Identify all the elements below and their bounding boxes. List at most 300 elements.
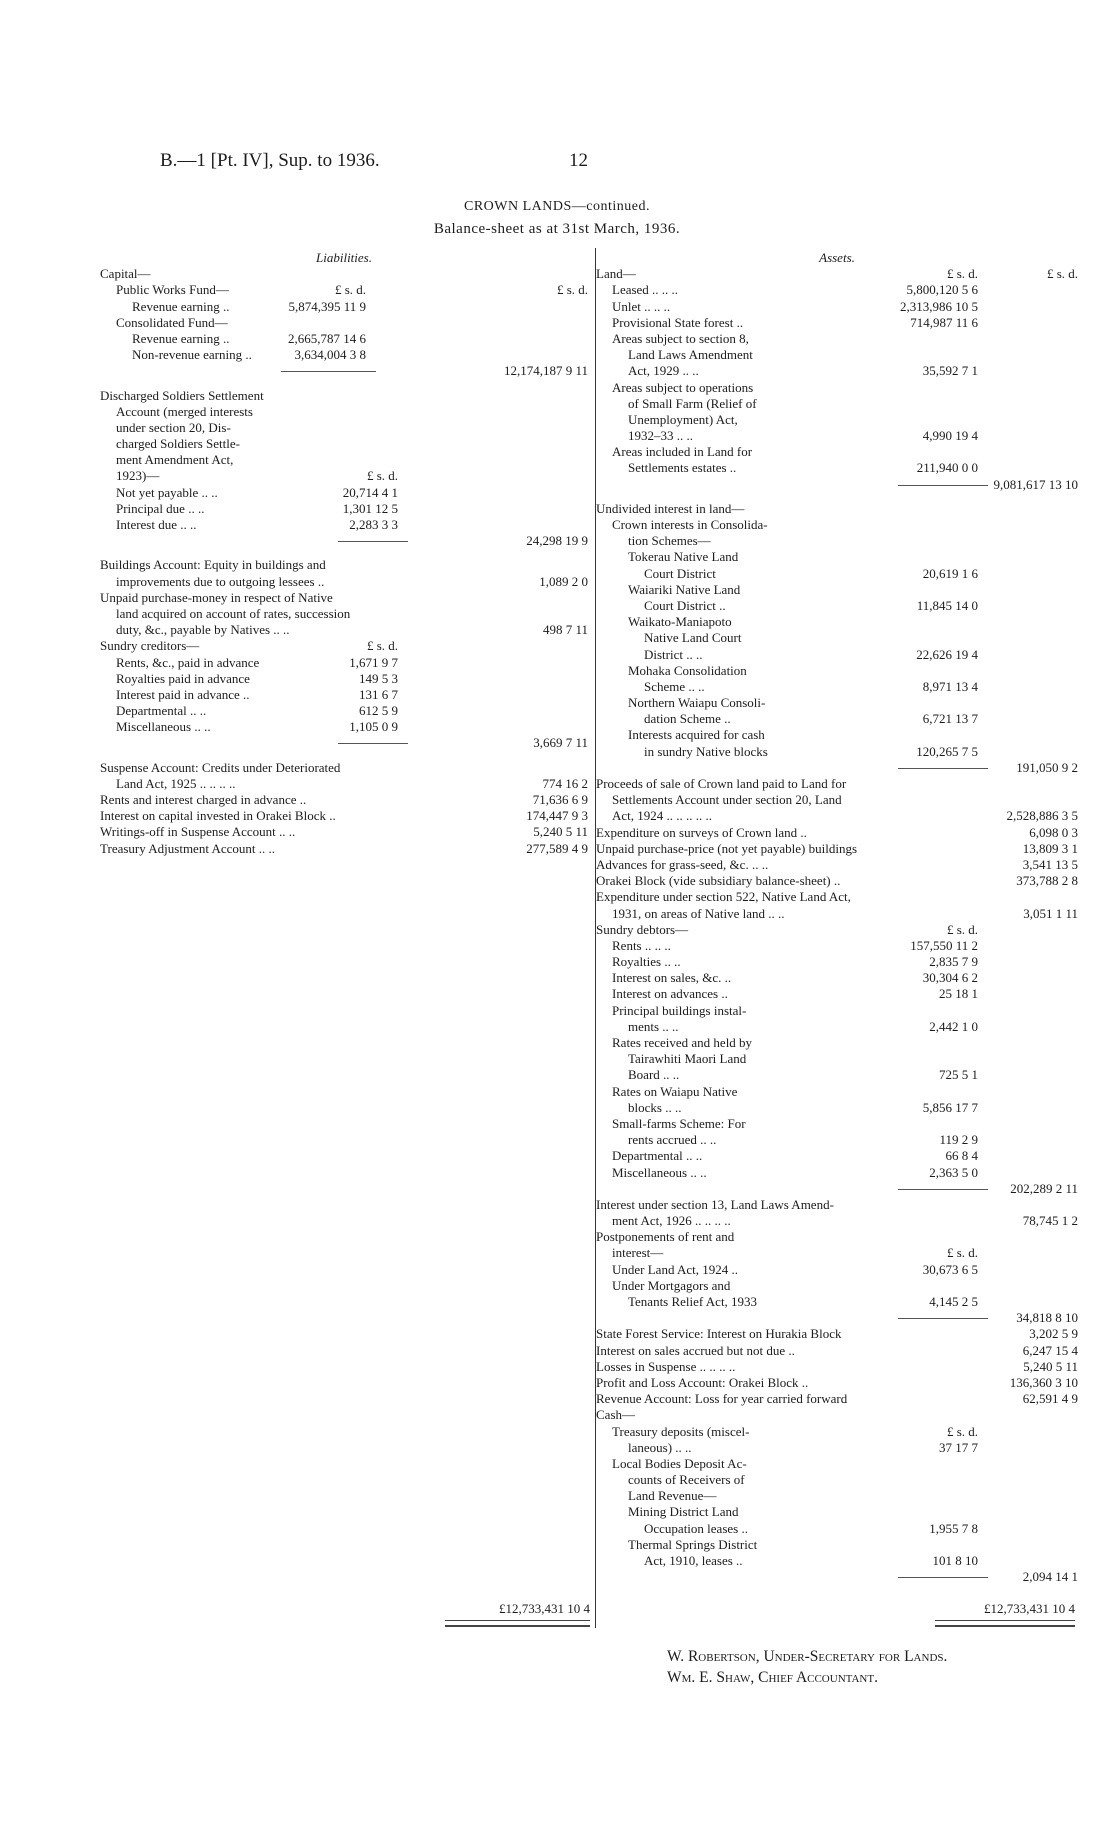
asset-label: Advances for grass-seed, &c. .. .. [596,856,769,872]
liability-row [100,776,588,792]
asset-row [596,808,1078,824]
liability-amount-c3: 174,447 9 3 [526,808,588,824]
asset-label: Scheme .. .. [644,678,705,694]
asset-label: 1932–33 .. .. [628,428,693,444]
liability-row [100,452,588,468]
asset-label: Profit and Loss Account: Orakei Block .. [596,1374,809,1390]
asset-label: Local Bodies Deposit Ac- [612,1455,747,1471]
liability-amount-c1: £ s. d. [366,638,398,654]
asset-amount-c2: 136,360 3 10 [1009,1374,1078,1390]
liability-amount-c1: 1,105 0 9 [349,719,398,735]
asset-amount-c1: 5,856 17 7 [922,1099,978,1115]
asset-label: Interest on sales, &c. .. [612,970,732,986]
asset-label: Mining District Land [628,1504,739,1520]
page-number: 12 [569,150,588,171]
asset-label: Postponements of rent and [596,1229,735,1245]
liability-row [100,485,588,501]
liability-label: Interest on capital invested in Orakei Block .. [100,808,336,824]
asset-label: Areas subject to section 8, [612,330,749,346]
asset-row [596,566,1078,582]
liability-label: Writings-off in Suspense Account .. .. [100,824,296,840]
liability-label: Departmental .. .. [116,703,207,719]
liability-amount-c1: 2,283 3 3 [349,517,398,532]
liability-label: Treasury Adjustment Account .. .. [100,840,276,856]
liability-label: Land Act, 1925 .. .. .. .. [116,775,236,791]
asset-row [596,1326,1078,1342]
asset-label: Under Land Act, 1924 .. [612,1261,739,1277]
asset-amount-c1: £ s. d. [946,1423,978,1439]
asset-label: Tenants Relief Act, 1933 [628,1294,758,1309]
asset-row [596,282,1078,298]
liability-row [100,622,588,638]
asset-row [596,412,1078,428]
liability-amount-c4: £ s. d. [556,282,588,298]
liability-label: Revenue earning .. [132,298,230,314]
asset-label: Interest on sales accrued but not due .. [596,1342,795,1358]
asset-row [596,1181,1078,1197]
liabilities-rows [100,266,588,857]
liability-row [100,606,588,622]
asset-label: Provisional State forest .. [612,314,744,330]
asset-label: Miscellaneous .. .. [612,1164,707,1180]
liability-amount-c1: 20,714 4 1 [342,484,398,500]
asset-amount-c1: £ s. d. [946,266,978,282]
asset-amount-c2: 2,528,886 3 5 [1006,808,1078,824]
asset-amount-c1: 5,800,120 5 6 [906,282,978,298]
asset-label: Principal buildings instal- [612,1002,747,1018]
asset-amount-c1: 119 2 9 [939,1132,978,1148]
asset-row [596,1488,1078,1504]
liability-row [100,792,588,808]
asset-row [596,711,1078,727]
asset-label: Leased .. .. .. [612,282,679,298]
asset-row [596,1569,1078,1585]
asset-label: Mohaka Consolidation [628,662,747,678]
asset-row [596,1132,1078,1148]
liability-label: Not yet payable .. .. [116,484,218,500]
liability-label: Revenue earning .. [132,330,230,346]
asset-row [596,647,1078,663]
asset-row [596,266,1078,282]
liability-label: Unpaid purchase-money in respect of Native [100,589,333,605]
liability-label: Non-revenue earning .. [132,347,252,363]
under-secretary-signature: W. Robertson, Under-Secretary for Lands. [667,1648,948,1665]
asset-label: Interests acquired for cash [628,727,765,743]
asset-amount-c2: 34,818 8 10 [1016,1310,1078,1326]
liability-amount-c2: £ s. d. [334,282,366,298]
asset-label: Act, 1929 .. .. [628,363,699,379]
asset-label: Unemployment) Act, [628,411,738,427]
asset-label: 1931, on areas of Native land .. .. [612,905,785,921]
liability-amount-c3: 71,636 6 9 [532,792,588,807]
asset-amount-c2: 2,094 14 1 [1022,1569,1078,1585]
liability-label: under section 20, Dis- [116,419,231,435]
asset-row [596,533,1078,549]
asset-row [596,582,1078,598]
asset-amount-c2: 3,541 13 5 [1022,856,1078,872]
assets-section [596,250,1078,1585]
asset-amount-c2: 5,240 5 11 [1023,1358,1078,1374]
liability-row [100,687,588,703]
asset-amount-c2: 9,081,617 13 10 [993,476,1078,492]
liability-row [100,388,588,404]
asset-label: Expenditure on surveys of Crown land .. [596,824,807,840]
asset-row [596,986,1078,1002]
asset-amount-c1: 2,835 7 9 [929,954,978,970]
asset-row [596,1019,1078,1035]
asset-row [596,1310,1078,1326]
liability-row [100,719,588,735]
signature-block [667,1646,947,1688]
asset-label: Settlements Account under section 20, Land [612,792,842,808]
asset-subtotal-rule [898,1318,988,1319]
liability-label: Sundry creditors— [100,638,200,654]
liability-row [100,533,588,549]
liability-amount-c1: 1,671 9 7 [349,654,398,670]
asset-label: Settlements estates .. [628,460,737,476]
asset-label: Land Revenue— [628,1488,717,1504]
asset-row [596,954,1078,970]
asset-label: Rates on Waiapu Native [612,1083,738,1099]
asset-row [596,1084,1078,1100]
liability-amount-c4: 12,174,187 9 11 [503,363,588,379]
asset-label: Areas included in Land for [612,444,753,460]
asset-label: Occupation leases .. [644,1520,748,1536]
liability-amount-c2: 2,665,787 14 6 [288,330,366,346]
liability-amount-c1: 612 5 9 [359,703,398,719]
liability-row [100,824,588,840]
asset-amount-c2: 191,050 9 2 [1016,759,1078,775]
liability-amount-c3: 1,089 2 0 [539,573,588,589]
liability-label: charged Soldiers Settle- [116,436,240,452]
asset-row [596,1375,1078,1391]
asset-label: Small-farms Scheme: For [612,1115,746,1131]
liability-amount-c3: 3,669 7 11 [533,735,588,751]
assets-heading: Assets. [819,250,855,265]
asset-row [596,792,1078,808]
asset-amount-c1: 101 8 10 [932,1553,978,1568]
liability-row [100,557,588,573]
asset-row [596,460,1078,476]
liability-row [100,655,588,671]
liability-amount-c3: 5,240 5 11 [533,824,588,840]
asset-row [596,1407,1078,1423]
asset-row [596,1343,1078,1359]
asset-label: Board .. .. [628,1067,680,1083]
asset-label: Crown interests in Consolida- [612,517,768,532]
asset-row [596,1262,1078,1278]
asset-label: Northern Waiapu Consoli- [628,695,766,711]
liability-row [100,315,588,331]
asset-amount-c1: 20,619 1 6 [922,565,978,581]
asset-row [596,841,1078,857]
asset-amount-c1: 120,265 7 5 [916,743,978,759]
asset-amount-c1: 11,845 14 0 [916,597,978,613]
asset-label: Losses in Suspense .. .. .. .. [596,1358,736,1374]
asset-row [596,727,1078,743]
asset-label: of Small Farm (Relief of [628,395,757,411]
liability-amount-c1: 1,301 12 5 [342,500,398,516]
liability-row [100,671,588,687]
asset-row [596,1521,1078,1537]
liability-subtotal-rule [281,371,376,372]
asset-row [596,1359,1078,1375]
liability-amount-c2: 5,874,395 11 9 [288,298,366,314]
liability-row [100,420,588,436]
liability-amount-c1: 131 6 7 [359,686,398,702]
liability-amount-c3: 498 7 11 [542,622,588,638]
asset-label: Act, 1924 .. .. .. .. .. [612,808,713,824]
asset-amount-c2: 3,202 5 9 [1029,1326,1078,1342]
asset-label: dation Scheme .. [644,711,731,727]
liability-row [100,266,588,282]
asset-row [596,970,1078,986]
asset-label: Act, 1910, leases .. [644,1553,743,1568]
liability-amount-c3: 774 16 2 [542,775,588,791]
asset-row [596,347,1078,363]
balance-sheet-title: Balance-sheet as at 31st March, 1936. [433,221,681,237]
asset-label: Proceeds of sale of Crown land paid to Land for [596,776,847,791]
asset-row [596,1504,1078,1520]
liability-row [100,517,588,533]
asset-label: Cash— [596,1407,635,1423]
liability-label: Interest due .. .. [116,517,197,532]
liability-row [100,380,588,388]
liability-row [100,501,588,517]
liability-row [100,299,588,315]
asset-label: Rents .. .. .. [612,937,671,953]
asset-row [596,299,1078,315]
asset-row [596,1553,1078,1569]
liabilities-section [100,250,588,857]
liability-label: Buildings Account: Equity in buildings and [100,557,326,573]
asset-row [596,1278,1078,1294]
asset-row [596,889,1078,905]
liability-label: Consolidated Fund— [116,314,228,330]
asset-row [596,1116,1078,1132]
liabilities-heading: Liabilities. [316,250,372,265]
liability-row [100,590,588,606]
asset-label: Royalties .. .. [612,954,681,970]
asset-subtotal-rule [898,1189,988,1190]
liability-label: Principal due .. .. [116,500,205,516]
asset-row [596,1051,1078,1067]
liability-row [100,549,588,557]
asset-label: Under Mortgagors and [612,1277,731,1293]
liability-amount-c3: 277,589 4 9 [526,840,588,856]
asset-row [596,825,1078,841]
asset-amount-c2: 202,289 2 11 [1010,1180,1078,1196]
asset-label: blocks .. .. [628,1099,682,1115]
liability-row [100,468,588,484]
asset-amount-c2: £ s. d. [1046,266,1078,282]
asset-label: Orakei Block (vide subsidiary balance-sheet) .. [596,873,841,889]
asset-label: Treasury deposits (miscel- [612,1423,750,1439]
liability-row [100,331,588,347]
asset-row [596,1245,1078,1261]
asset-label: Land Laws Amendment [628,347,753,363]
asset-row [596,1472,1078,1488]
asset-label: State Forest Service: Interest on Hurakia Block [596,1326,842,1342]
asset-amount-c1: 2,442 1 0 [929,1018,978,1034]
asset-amount-c1: 37 17 7 [939,1439,978,1455]
asset-row [596,1294,1078,1310]
liability-label: land acquired on account of rates, succession [116,605,351,621]
asset-row [596,679,1078,695]
asset-amount-c2: 13,809 3 1 [1022,840,1078,856]
asset-label: Waiariki Native Land [628,581,741,597]
asset-amount-c1: £ s. d. [946,1245,978,1261]
liability-row [100,808,588,824]
asset-label: Expenditure under section 522, Native Land Act, [596,889,851,905]
asset-row [596,1229,1078,1245]
liability-row [100,760,588,776]
asset-row [596,1456,1078,1472]
asset-row [596,873,1078,889]
asset-row [596,331,1078,347]
asset-label: rents accrued .. .. [628,1132,717,1148]
asset-row [596,744,1078,760]
asset-row [596,776,1078,792]
asset-row [596,1537,1078,1553]
asset-amount-c1: 157,550 11 2 [910,937,978,953]
asset-row [596,695,1078,711]
asset-row [596,906,1078,922]
asset-label: District .. .. [644,646,703,662]
asset-row [596,517,1078,533]
liability-label: Public Works Fund— [116,282,229,298]
asset-label: Revenue Account: Loss for year carried forward [596,1391,848,1407]
assets-total-rule [935,1620,1075,1627]
liability-row [100,363,588,379]
asset-amount-c1: 66 8 4 [945,1148,978,1164]
asset-row [596,380,1078,396]
asset-label: Departmental .. .. [612,1148,703,1164]
liability-label: improvements due to outgoing lessees .. [116,573,325,589]
asset-row [596,549,1078,565]
asset-label: Tokerau Native Land [628,549,739,565]
liability-label: duty, &c., payable by Natives .. .. [116,622,290,638]
liability-row [100,347,588,363]
liability-label: Rents and interest charged in advance .. [100,792,307,807]
liability-label: 1923)— [116,468,160,484]
asset-amount-c1: 8,971 13 4 [922,678,978,694]
asset-amount-c1: £ s. d. [946,921,978,937]
asset-label: Thermal Springs District [628,1536,758,1552]
asset-label: Rates received and held by [612,1035,753,1050]
asset-label: Unpaid purchase-price (not yet payable) buildings [596,840,857,856]
asset-row [596,493,1078,501]
liability-label: Interest paid in advance .. [116,686,250,702]
asset-label: counts of Receivers of [628,1472,745,1488]
asset-label: tion Schemes— [628,533,711,549]
asset-row [596,1148,1078,1164]
asset-amount-c1: 4,145 2 5 [929,1294,978,1309]
liabilities-total: £12,733,431 10 4 [499,1601,590,1616]
asset-label: Land— [596,266,636,282]
asset-row [596,1213,1078,1229]
asset-row [596,598,1078,614]
asset-row [596,396,1078,412]
liability-label: Miscellaneous .. .. [116,719,211,735]
asset-row [596,363,1078,379]
asset-row [596,444,1078,460]
report-reference: B.—1 [Pt. IV], Sup. to 1936. [160,150,380,171]
liability-label: Suspense Account: Credits under Deteriorated [100,759,341,775]
liability-amount-c1: 149 5 3 [359,670,398,686]
liability-row [100,703,588,719]
liability-label: Royalties paid in advance [116,670,250,686]
liability-row [100,638,588,654]
liability-amount-c3: 24,298 19 9 [526,533,588,549]
asset-row [596,760,1078,776]
liabilities-total-rule [445,1620,590,1627]
asset-label: Tairawhiti Maori Land [628,1051,747,1067]
asset-row [596,938,1078,954]
asset-label: ment Act, 1926 .. .. .. .. [612,1213,731,1229]
asset-amount-c1: 2,313,986 10 5 [900,298,978,314]
liability-label: ment Amendment Act, [116,452,234,468]
asset-label: Interest on advances .. [612,986,728,1002]
asset-amount-c2: 78,745 1 2 [1022,1213,1078,1229]
asset-subtotal-rule [898,485,988,486]
asset-subtotal-rule [898,768,988,769]
asset-label: interest— [612,1245,664,1261]
asset-label: Unlet .. .. .. [612,298,671,314]
liability-label: Discharged Soldiers Settlement [100,387,264,403]
asset-row [596,1424,1078,1440]
asset-label: in sundry Native blocks [644,743,768,759]
asset-amount-c1: 1,955 7 8 [929,1520,978,1536]
liability-row [100,436,588,452]
asset-amount-c1: 4,990 19 4 [922,428,978,444]
asset-row [596,630,1078,646]
asset-label: Interest under section 13, Land Laws Amend- [596,1196,834,1212]
asset-row [596,501,1078,517]
liability-subtotal-rule [338,743,408,744]
chief-accountant-signature: Wm. E. Shaw, Chief Accountant. [667,1669,878,1686]
asset-amount-c1: 30,673 6 5 [922,1261,978,1277]
asset-row [596,1197,1078,1213]
asset-label: ments .. .. [628,1018,679,1034]
asset-label: Native Land Court [644,630,742,646]
asset-amount-c1: 725 5 1 [939,1067,978,1083]
asset-amount-c1: 30,304 6 2 [922,970,978,986]
asset-amount-c2: 6,098 0 3 [1029,824,1078,840]
liability-row [100,574,588,590]
asset-amount-c1: 2,363 5 0 [929,1164,978,1180]
liability-label: Capital— [100,266,151,282]
asset-row [596,857,1078,873]
asset-amount-c1: 25 18 1 [939,986,978,1002]
asset-label: Waikato-Maniapoto [628,614,732,630]
asset-label: Sundry debtors— [596,921,689,937]
asset-amount-c1: 211,940 0 0 [916,460,978,476]
liability-row [100,735,588,751]
asset-amount-c2: 3,051 1 11 [1023,905,1078,921]
liability-label: Rents, &c., paid in advance [116,654,260,670]
asset-amount-c2: 62,591 4 9 [1022,1391,1078,1407]
liability-subtotal-rule [338,541,408,542]
asset-subtotal-rule [898,1577,988,1578]
asset-row [596,1100,1078,1116]
asset-row [596,428,1078,444]
assets-rows [596,266,1078,1585]
liability-amount-c2: 3,634,004 3 8 [294,347,366,363]
asset-label: laneous) .. .. [628,1439,692,1455]
asset-row [596,922,1078,938]
asset-row [596,663,1078,679]
